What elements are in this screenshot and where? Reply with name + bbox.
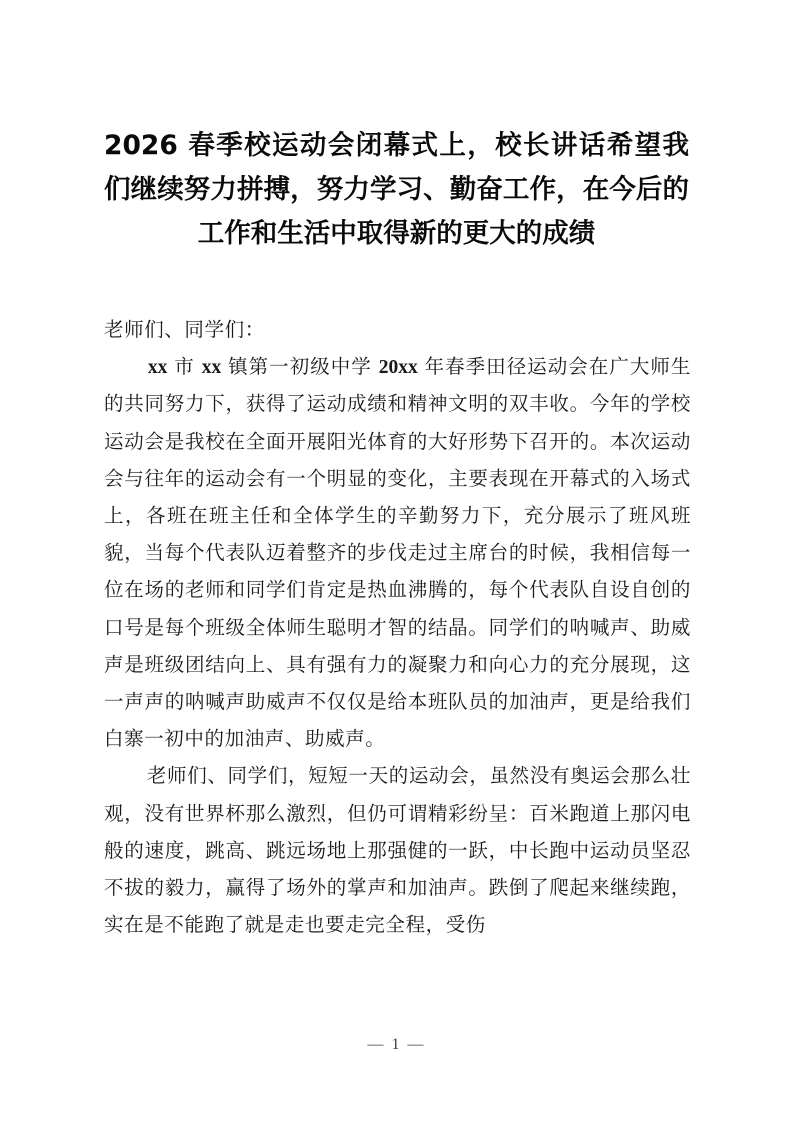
body-paragraph-1: xx 市 xx 镇第一初级中学 20xx 年春季田径运动会在广大师生的共同努力下，获得了运动成绩和精神文明的双丰收。今年的学校运动会是我校在全面开展阳光体育的大好形势下召开的。本次运动会与往年的运动会有一个明显的变化，主要表现在开幕式的入场式上，各班在班主任和全体学生的辛勤努力下，充分展示了班风班貌，当每个代表队迈着整齐的步伐走过主席台的时候，我相信每一位在场的老师和同学们肯定是热血沸腾的，每个代表队自设自创的口号是每个班级全体师生聪明才智的结晶。同学们的呐喊声、助威声是班级团结向上、具有强有力的凝聚力和向心力的充分展现，这一声声的呐喊声助威声不仅仅是给本班队员的加油声，更是给我们白寨一初中的加油声、助威声。 [104,357,691,751]
latin-run: xx [201,357,222,379]
latin-run: 20xx [378,357,418,379]
page-number-footer: — 1 — [367,1036,426,1053]
body-paragraph-2: 老师们、同学们，短短一天的运动会，虽然没有奥运会那么壮观，没有世界杯那么激烈，但仍可谓精彩纷呈：百米跑道上那闪电般的速度，跳高、跳远场地上那强健的一跃，中长跑中运动员坚忍不拔的毅力，赢得了场外的掌声和加油声。跌倒了爬起来继续跑，实在是不能跑了就是走也要走完全程，受伤 [104,766,691,937]
document-body [104,312,691,944]
page-title: 2026 春季校运动会闭幕式上，校长讲话希望我们继续努力拼搏，努力学习、勤奋工作，在今后的工作和生活中取得新的更大的成绩 [104,129,689,249]
salutation-line: 老师们、同学们： [104,320,265,341]
latin-run: xx [147,357,168,379]
